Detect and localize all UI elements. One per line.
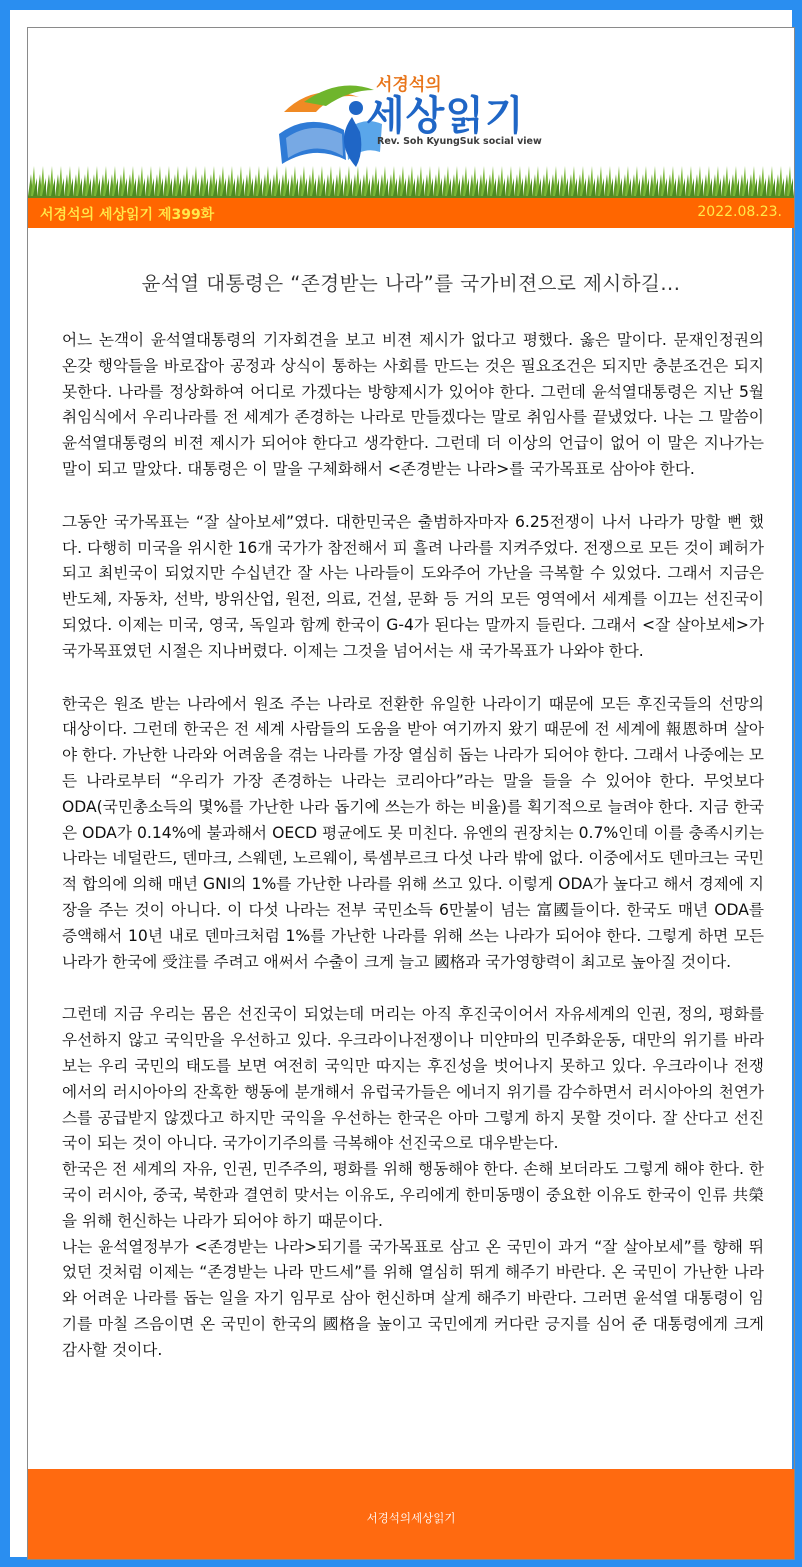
paragraph-3: 한국은 원조 받는 나라에서 원조 주는 나라로 전환한 유일한 나라이기 때문에 모든 후진국들의 선망의 대상이다. 그런데 한국은 전 세계 사람들의 도움을 받아 여기까지 왔기 때문에 전 세계에 報恩하며 살아야 한다. 가난한 나라와 어려움을 겪는 나라를 가장 열심히 돕는 나라가 되어야 한다. 그래서 나중에는 모든 나라로부터 “우리가 가장 존경하는 나라는 코리아다”라는 말을 들을 수 있어야 한다. 무엇보다 ODA(국민총소득의 몇%를 가난한 나라 돕기에 쓰는가 하는 비율)를 획기적으로 늘려야 한다. 지금 한국은 ODA가 0.14%에 불과해서 OECD 평균에도 못 미친다. 유엔의 권장치는 0.7%인데 이를 충족시키는 나라는 네덜란드, 덴마크, 스웨덴, 노르웨이, 룩셈부르크 다섯 나라 밖에 없다. 이중에서도 덴마크는 국민적 합의에 의해 매년 GNI의 1%를 가난한 나라를 위해 쓰고 있다. 이렇게 ODA가 높다고 해서 경제에 지장을 주는 것이 아니다. 이 다섯 나라는 전부 국민소득 6만불이 넘는 富國들이다. 한국도 매년 ODA를 증액해서 10년 내로 덴마크처럼 1%를 가난한 나라를 위해 쓰는 나라가 되어야 한다. 그렇게 하면 모든 나라가 한국에 受注를 주려고 애써서 수출이 크게 늘고 國格과 국가영향력이 최고로 높아질 것이다.	[62, 694, 764, 971]
issue-band	[28, 196, 794, 228]
logo-title: 세상읽기	[366, 93, 525, 139]
article-headline: 윤석열 대통령은 “존경받는 나라”를 국가비젼으로 제시하길...	[141, 272, 681, 295]
paragraph-4: 그런데 지금 우리는 몸은 선진국이 되었는데 머리는 아직 후진국이어서 자유세계의 인권, 정의, 평화를 우선하지 않고 국익만을 우선하고 있다. 우크라이나전쟁이나 미얀마의 민주화운동, 대만의 위기를 바라보는 우리 국민의 태도를 보면 여전히 국익만 따지는 후진성을 벗어나지 못하고 있다. 우크라이나 전쟁에서의 러시아아의 잔혹한 행동에 분개해서 유럽국가들은 에너지 위기를 감수하면서 러시아아의 천연가스를 공급받지 않겠다고 하지만 국익을 우선하는 한국은 아마 그렇게 하지 못할 것이다. 잘 산다고 선진국이 되는 것이 아니다. 국가이기주의를 극복해야 선진국으로 대우받는다.	[62, 1005, 764, 1153]
grass-decoration	[28, 156, 794, 196]
paragraph-2: 그동안 국가목표는 “잘 살아보세”였다. 대한민국은 출범하자마자 6.25전쟁이 나서 나라가 망할 뻔 했다. 다행히 미국을 위시한 16개 국가가 참전해서 피 흘려 나라를 지켜주었다. 전쟁으로 모든 것이 폐허가 되고 최빈국이 되었지만 수십년간 잘 사는 나라들이 도와주어 가난을 극복할 수 있었다. 그래서 지금은 반도체, 자동차, 선박, 방위산업, 원전, 의료, 건설, 문화 등 거의 모든 영역에서 세계를 이끄는 선진국이 되었다. 이제는 미국, 영국, 독일과 함께 한국이 G-4가 된다는 말까지 들린다. 그래서 <잘 살아보세>가 국가목표였던 시절은 지나버렸다. 이제는 그것을 넘어서는 새 국가목표가 나와야 한다.	[62, 512, 764, 660]
logo-english: Rev. Soh KyungSuk social view	[377, 136, 542, 147]
paragraph-6: 나는 윤석열정부가 <존경받는 나라>되기를 국가목표로 삼고 온 국민이 과거 “잘 살아보세”를 향해 뛰었던 것처럼 이제는 “존경받는 나라 만드세”를 위해 열심히 뛰게 해주기 바란다. 온 국민이 가난한 나라와 어려운 나라를 돕는 일을 자기 임무로 삼아 헌신하며 살게 해주기 바란다. 그러면 윤석열 대통령이 임기를 마칠 즈음이면 온 국민이 한국의 國格을 높이고 국민에게 커다란 긍지를 심어 준 대통령에게 크게 감사할 것이다.	[62, 1237, 764, 1359]
logo-swoosh-green	[304, 86, 374, 106]
paragraph-1: 어느 논객이 윤석열대통령의 기자회견을 보고 비젼 제시가 없다고 평했다. 옳은 말이다. 문재인정권의 온갖 행악들을 바로잡아 공정과 상식이 통하는 사회를 만드는 것은 필요조건은 되지만 충분조건은 되지 못한다. 나라를 정상화하여 어디로 가겠다는 방향제시가 있어야 한다. 그런데 윤석열대통령은 지난 5월 취임식에서 우리나라를 전 세계가 존경하는 나라로 만들겠다는 말로 취임사를 끝냈었다. 나는 그 말씀이 윤석열대통령의 비젼 제시가 되어야 한다고 생각한다. 그런데 더 이상의 언급이 없어 이 말은 지나가는 말이 되고 말았다. 대통령은 이 말을 구체화해서 <존경받는 나라>를 국가목표로 삼아야 한다.	[62, 331, 764, 478]
paragraph-5: 한국은 전 세계의 자유, 인권, 민주주의, 평화를 위해 행동해야 한다. 손해 보더라도 그렇게 해야 한다. 한국이 러시아, 중국, 북한과 결연히 맞서는 이유도, 우리에게 한미동맹이 중요한 이유도 한국이 인류 共榮을 위해 헌신하는 나라가 되어야 하기 때문이다.	[62, 1160, 764, 1230]
newsletter-container	[27, 27, 795, 1560]
issue-date: 2022.08.23.	[697, 204, 782, 220]
issue-title: 서경석의 세상읽기 제399화	[40, 207, 215, 223]
logo-subtitle: 서경석의	[376, 75, 442, 95]
header	[28, 28, 794, 196]
footer	[28, 1469, 794, 1559]
article-body	[62, 328, 764, 1363]
logo-figure-head	[349, 101, 363, 115]
footer-text: 서경석의세상읽기	[366, 1511, 456, 1525]
